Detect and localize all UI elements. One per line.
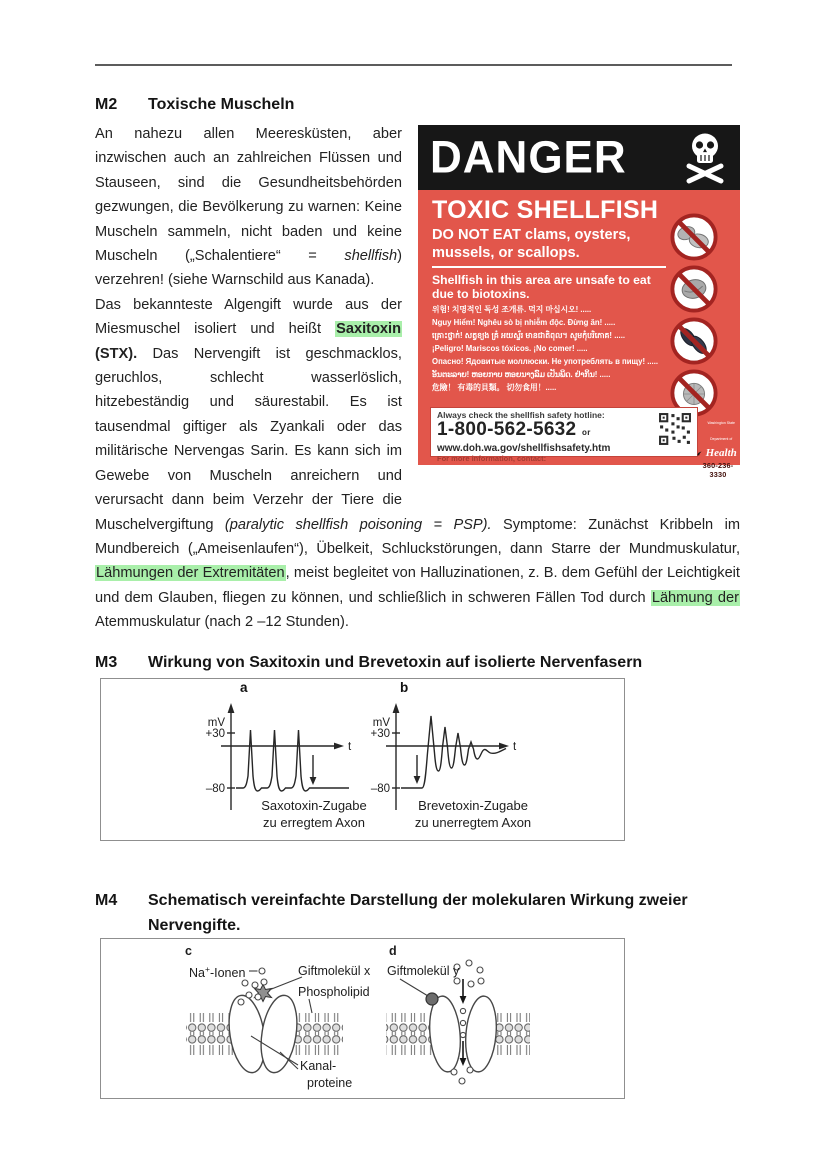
channel-protein-label-line2: proteine [307, 1076, 353, 1090]
a-xaxis-label: t [348, 741, 352, 753]
m3-label: M3 [95, 654, 118, 671]
m2-paragraph-2: Das bekannteste Algengift wurde aus der Miesmuschel isoliert und heißt Saxitoxin (STX). Das Nervengift ist geschmacklos, geruchlos, schlecht wasserlöslich, hitzebeständig und säurestabil. Es ist tausendmal giftiger als Zyankali oder das militärische Nervengas Sarin. Es kann sich im Gewebe von Muscheln anreichern und verursacht dann beim Verzehr der Tiere die Muschelvergiftung (paralytic shellfish poisoning = PSP). Symptome: Zunächst Kribbeln im Mundbereich („Ameisenlaufen“), Übelkeit, Schluckstörungen, dann Starre der Mundmuskulatur, Lähmungen der Extremitäten, meist begleitet von Halluzinationen, z. B. dem Gefühl der Leichtigkeit und dem Glauben, fliegen zu können, und schließlich in schweren Fällen Tod durch Lähmung der Atemmuskulatur (nach 2 –12 Stunden). [95, 296, 740, 631]
header-rule [95, 64, 732, 66]
warning-korean: 위험! 치명적인 독성 조개류. 먹지 마십시오! ..... [432, 305, 592, 314]
panel-b-caption-line2: zu unerregtem Axon [414, 815, 532, 830]
no-clams-icon [670, 213, 718, 261]
health-department-logo [697, 412, 739, 479]
warning-russian: Опасно! Ядовитые моллюски. Не употреблять в пищу! ..... [432, 357, 659, 366]
m3-title: Wirkung von Saxitoxin und Brevetoxin auf isolierte Nervenfasern [148, 654, 643, 671]
a-plus30-tick: +30 [205, 728, 225, 740]
poster-headline: TOXIC SHELLFISH [432, 196, 659, 224]
hotline-label: Always check the shellfish safety hotline: [437, 410, 605, 420]
panel-a-caption-line1: Saxotoxin-Zugabe [261, 798, 367, 813]
poster-header [418, 125, 740, 190]
hotline-phone: 1-800-562-5632 [437, 419, 577, 440]
warning-vietnamese: Nguy Hiểm! Nghêu sò bị nhiễm độc. Đừng ăn! ..... [432, 318, 616, 327]
m4-title: Schematisch vereinfachte Darstellung der molekularen Wirkung zweier Nervengifte. [148, 892, 688, 934]
phospholipid-label: Phospholipid [298, 985, 370, 999]
health-swoosh-icon [697, 447, 702, 460]
m2-heading [95, 92, 294, 117]
panel-b-caption-line1: Brevetoxin-Zugabe [418, 798, 528, 813]
panel-a-caption-line2: zu erregtem Axon [263, 815, 365, 830]
m4-label: M4 [95, 892, 118, 909]
poster-divider [432, 266, 666, 268]
m3-heading [95, 650, 642, 675]
danger-title: DANGER [430, 131, 627, 183]
channel-protein-label-line1: Kanal- [300, 1059, 337, 1073]
m2-body [95, 122, 740, 635]
skull-crossbones-icon [680, 131, 730, 185]
b-xaxis-label: t [513, 741, 517, 753]
b-yaxis-label: mV [372, 717, 390, 729]
toxin-y-molecule [426, 993, 438, 1005]
agency-small-text: Washington State Department of [707, 421, 735, 441]
a-minus80-tick: –80 [205, 783, 225, 795]
a-yaxis-label: mV [207, 717, 225, 729]
panel-a-caption [234, 797, 394, 831]
warning-lao: ອັນຕະລາຍ! ຫອຍກາບ ຫອຍນາງລົມ ເປັນພິດ. ຢ່າກິນ! ..... [432, 370, 611, 379]
b-minus80-tick: –80 [370, 783, 390, 795]
hotline-box [430, 407, 698, 463]
warning-chinese: 危險！ 有毒的貝類。 切勿食用！..... [432, 383, 557, 392]
figure-m3-graphs [100, 678, 625, 841]
agency-phone: 360-236-3330 [702, 461, 734, 479]
figure-m4-channels [100, 938, 625, 1099]
m2-title: Toxische Muscheln [148, 96, 295, 113]
m2-paragraph-1: An nahezu allen Meeresküsten, aber inzwischen auch an zahlreichen Flüssen und Stauseen, sind die Gesundheitsbehörden gezwungen, die Bevölkerung zu warnen: Keine Muscheln sammeln, nicht baden und keine Muscheln („Schalentiere“ = shellfish) verzehren! (siehe Warnschild aus Kanada). [95, 126, 402, 289]
b-plus30-tick: +30 [370, 728, 390, 740]
panel-c-letter: c [185, 944, 192, 958]
contact-label: For more information, contact: [437, 454, 547, 463]
no-oysters-icon [670, 265, 718, 313]
agency-name: Health [705, 447, 737, 459]
panel-b-caption [393, 797, 553, 831]
panel-d-letter: d [389, 944, 397, 958]
qr-code [658, 412, 692, 446]
m2-label: M2 [95, 96, 118, 113]
hotline-url: www.doh.wa.gov/shellfishsafety.htm [437, 443, 611, 454]
poster-subhead: DO NOT EAT clams, oysters, mussels, or scallops. [432, 227, 631, 261]
warning-spanish: ¡Peligro! Mariscos tóxicos. ¡No comer! ..... [432, 344, 588, 353]
hotline-or: or [582, 428, 591, 437]
multilingual-warnings [432, 305, 660, 396]
no-mussels-icon [670, 317, 718, 365]
poster-notice: Shellfish in this area are unsafe to eat due to biotoxins. [432, 273, 651, 301]
m4-heading [95, 888, 733, 938]
danger-poster [418, 125, 740, 479]
panel-a-letter: a [240, 680, 248, 695]
ion-channel-diagram [101, 939, 624, 1096]
toxin-x-label: Giftmolekül x [298, 964, 371, 978]
panel-b-letter: b [400, 680, 409, 695]
hotline-number [437, 420, 691, 443]
sodium-ion-label: Na+-Ionen [189, 964, 246, 981]
toxin-y-label: Giftmolekül y [387, 964, 460, 978]
warning-khmer: គ្រោះថ្នាក់! សត្វខ្យង គ្រំ អយស្ទ័រ មានជាតិពុល។ សូមកុំបរិភោគ! ..... [432, 331, 626, 340]
